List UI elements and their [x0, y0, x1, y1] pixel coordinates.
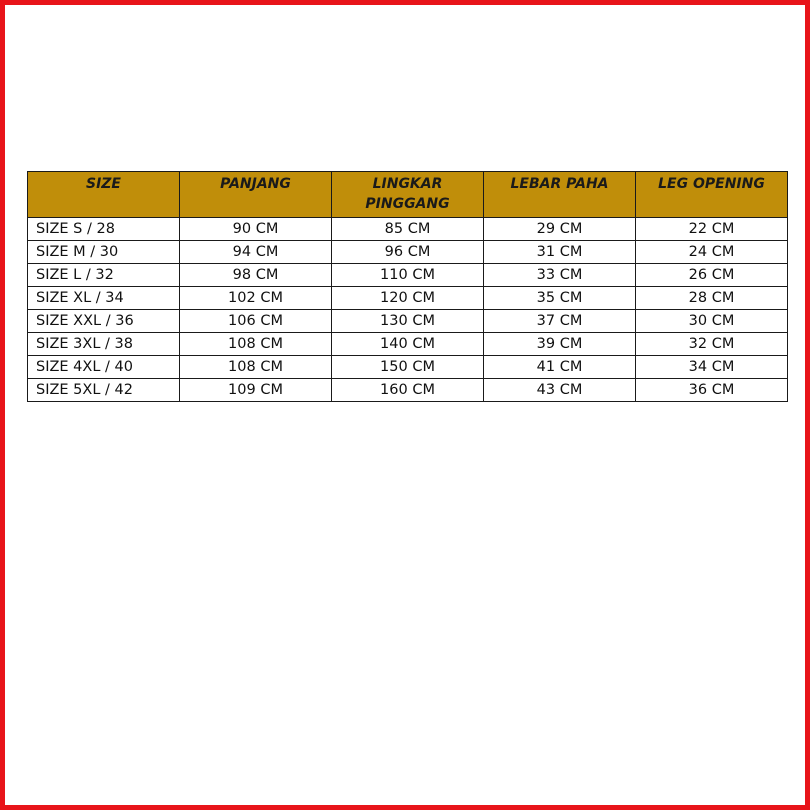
cell-leg-opening: 30 CM	[636, 310, 788, 333]
table-row	[28, 310, 788, 333]
cell-size: SIZE 3XL / 38	[28, 333, 180, 356]
size-chart-header	[28, 172, 788, 218]
cell-leg-opening: 24 CM	[636, 241, 788, 264]
cell-lingkar-pinggang: 150 CM	[332, 356, 484, 379]
cell-panjang: 106 CM	[180, 310, 332, 333]
cell-panjang: 94 CM	[180, 241, 332, 264]
cell-lingkar-pinggang: 140 CM	[332, 333, 484, 356]
cell-lingkar-pinggang: 110 CM	[332, 264, 484, 287]
cell-leg-opening: 26 CM	[636, 264, 788, 287]
cell-leg-opening: 34 CM	[636, 356, 788, 379]
cell-lebar-paha: 29 CM	[484, 218, 636, 241]
header-leg-opening: LEG OPENING	[636, 172, 788, 218]
cell-lebar-paha: 37 CM	[484, 310, 636, 333]
cell-lebar-paha: 39 CM	[484, 333, 636, 356]
header-lebar-paha: LEBAR PAHA	[484, 172, 636, 218]
cell-lebar-paha: 41 CM	[484, 356, 636, 379]
cell-lebar-paha: 43 CM	[484, 379, 636, 402]
cell-panjang: 98 CM	[180, 264, 332, 287]
header-panjang: PANJANG	[180, 172, 332, 218]
cell-lebar-paha: 31 CM	[484, 241, 636, 264]
size-chart-body	[28, 218, 788, 402]
cell-size: SIZE M / 30	[28, 241, 180, 264]
table-row	[28, 379, 788, 402]
table-row	[28, 356, 788, 379]
cell-leg-opening: 32 CM	[636, 333, 788, 356]
cell-leg-opening: 22 CM	[636, 218, 788, 241]
table-row	[28, 241, 788, 264]
header-row	[28, 172, 788, 218]
table-row	[28, 218, 788, 241]
cell-size: SIZE 4XL / 40	[28, 356, 180, 379]
cell-lingkar-pinggang: 120 CM	[332, 287, 484, 310]
cell-leg-opening: 36 CM	[636, 379, 788, 402]
cell-lingkar-pinggang: 96 CM	[332, 241, 484, 264]
cell-lebar-paha: 35 CM	[484, 287, 636, 310]
cell-panjang: 90 CM	[180, 218, 332, 241]
cell-panjang: 109 CM	[180, 379, 332, 402]
header-size: SIZE	[28, 172, 180, 218]
cell-size: SIZE XL / 34	[28, 287, 180, 310]
cell-panjang: 108 CM	[180, 356, 332, 379]
cell-size: SIZE 5XL / 42	[28, 379, 180, 402]
cell-panjang: 108 CM	[180, 333, 332, 356]
cell-lingkar-pinggang: 130 CM	[332, 310, 484, 333]
table-row	[28, 287, 788, 310]
cell-size: SIZE XXL / 36	[28, 310, 180, 333]
cell-size: SIZE L / 32	[28, 264, 180, 287]
cell-leg-opening: 28 CM	[636, 287, 788, 310]
cell-lingkar-pinggang: 160 CM	[332, 379, 484, 402]
table-row	[28, 333, 788, 356]
cell-lingkar-pinggang: 85 CM	[332, 218, 484, 241]
table-row	[28, 264, 788, 287]
cell-size: SIZE S / 28	[28, 218, 180, 241]
cell-panjang: 102 CM	[180, 287, 332, 310]
cell-lebar-paha: 33 CM	[484, 264, 636, 287]
size-chart-table	[27, 171, 788, 402]
header-lingkar-pinggang: LINGKAR PINGGANG	[332, 172, 484, 218]
